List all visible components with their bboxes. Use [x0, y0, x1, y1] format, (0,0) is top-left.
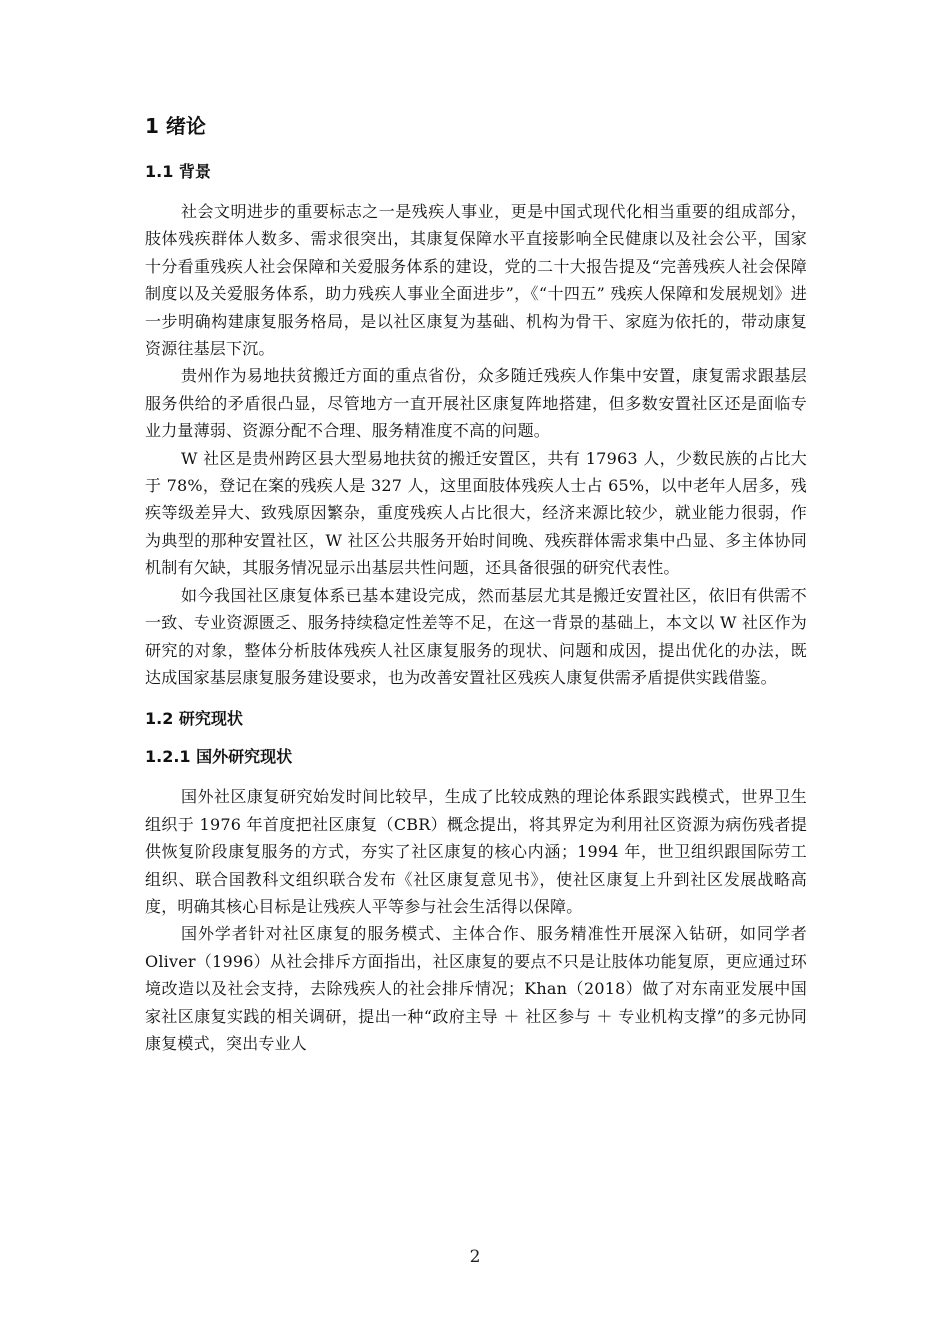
- paragraph: 国外社区康复研究始发时间比较早，生成了比较成熟的理论体系跟实践模式，世界卫生组织于 1976 年首度把社区康复（CBR）概念提出，将其界定为利用社区资源为病伤残者提供恢复阶段康复服务的方式，夯实了社区康复的核心内涵；1994 年，世卫组织跟国际劳工组织、联合国教科文组织联合发布《社区康复意见书》，使社区康复上升到社区发展战略高度，明确其核心目标是让残疾人平等参与社会生活得以保障。: [145, 787, 807, 916]
- paragraph: 如今我国社区康复体系已基本建设完成，然而基层尤其是搬迁安置社区，依旧有供需不一致、专业资源匮乏、服务持续稳定性差等不足，在这一背景的基础上，本文以 W 社区作为研究的对象，整体分析肢体残疾人社区康复服务的现状、问题和成因，提出优化的办法，既达成国家基层康复服务建设要求，也为改善安置社区残疾人康复供需矛盾提供实践借鉴。: [145, 585, 807, 687]
- paragraph: W 社区是贵州跨区县大型易地扶贫的搬迁安置区，共有 17963 人，少数民族的占比大于 78%，登记在案的残疾人是 327 人，这里面肢体残疾人士占 65%，以中老年人居多，残疾等级差异大、致残原因繁杂，重度残疾人占比很大，经济来源比较少，就业能力很弱，作为典型的那种安置社区，W 社区公共服务开始时间晚、残疾群体需求集中凸显、多主体协同机制有欠缺，其服务情况显示出基层共性问题，还具备很强的研究代表性。: [145, 448, 807, 578]
- section-heading-background: 1.1 背景: [145, 162, 211, 181]
- subsection-heading-foreign-research: 1.2.1 国外研究现状: [145, 747, 293, 767]
- paragraph: 贵州作为易地扶贫搬迁方面的重点省份，众多随迁残疾人作集中安置，康复需求跟基层服务供给的矛盾很凸显，尽管地方一直开展社区康复阵地搭建，但多数安置社区还是面临专业力量薄弱、资源分配不合理、服务精准度不高的问题。: [145, 366, 807, 441]
- chapter-title: 1 绪论: [145, 114, 206, 138]
- page-number: 2: [469, 1247, 481, 1267]
- paragraph: 社会文明进步的重要标志之一是残疾人事业，更是中国式现代化相当重要的组成部分，肢体残疾群体人数多、需求很突出，其康复保障水平直接影响全民健康以及社会公平，国家十分看重残疾人社会保障和关爱服务体系的建设，党的二十大报告提及“完善残疾人社会保障制度以及关爱服务体系，助力残疾人事业全面进步”，《“十四五” 残疾人保障和发展规划》进一步明确构建康复服务格局，是以社区康复为基础、机构为骨干、家庭为依托的，带动康复资源往基层下沉。: [145, 202, 807, 359]
- section-heading-research-status: 1.2 研究现状: [145, 709, 243, 729]
- paragraph: 国外学者针对社区康复的服务模式、主体合作、服务精准性开展深入钻研，如同学者 Oliver（1996）从社会排斥方面指出，社区康复的要点不只是让肢体功能复原，更应通过环境改造以及社会支持，去除残疾人的社会排斥情况；Khan（2018）做了对东南亚发展中国家社区康复实践的相关调研，提出一种“政府主导 ＋ 社区参与 ＋ 专业机构支撑”的多元协同康复模式，突出专业人: [145, 924, 807, 1053]
- page-content: [145, 112, 807, 1057]
